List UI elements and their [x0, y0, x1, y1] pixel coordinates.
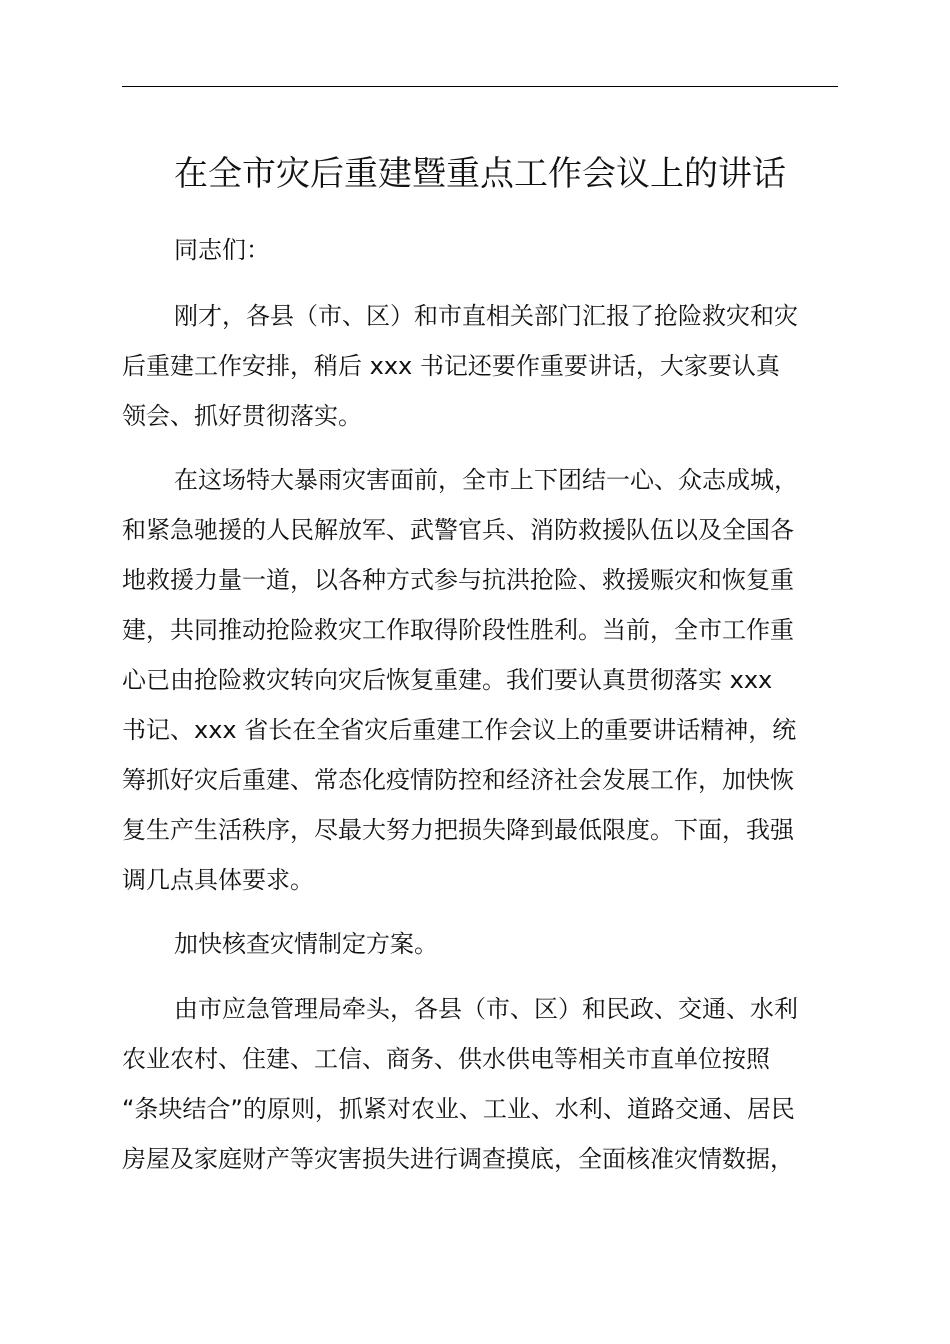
paragraph-4	[122, 984, 838, 1184]
section-heading: 加快核查灾情制定方案。	[174, 930, 438, 958]
paragraph-line: “条块结合”的原则，抓紧对农业、工业、水利、道路交通、居民	[122, 1095, 795, 1123]
paragraph-line: 领会、抓好贯彻落实。	[122, 402, 362, 430]
paragraph-line: 调几点具体要求。	[122, 866, 314, 894]
section-heading-block	[122, 919, 838, 969]
paragraph-line: 地救援力量一道，以各种方式参与抗洪抢险、救援赈灾和恢复重	[122, 566, 794, 594]
paragraph-line: 刚才，各县（市、区）和市直相关部门汇报了抢险救灾和灾	[174, 302, 798, 330]
header-rule	[122, 86, 838, 87]
salutation: 同志们：	[174, 236, 270, 264]
paragraph-line: 建，共同推动抢险救灾工作取得阶段性胜利。当前，全市工作重	[122, 616, 794, 644]
paragraph-line: 复生产生活秩序，尽最大努力把损失降到最低限度。下面，我强	[122, 816, 794, 844]
paragraph-line: 后重建工作安排，稍后 xxx 书记还要作重要讲话，大家要认真	[122, 352, 780, 380]
paragraph-line: 农业农村、住建、工信、商务、供水供电等相关市直单位按照	[122, 1045, 770, 1073]
paragraph-line: 筹抓好灾后重建、常态化疫情防控和经济社会发展工作，加快恢	[122, 766, 794, 794]
paragraph-line: 书记、xxx 省长在全省灾后重建工作会议上的重要讲话精神，统	[122, 716, 797, 744]
paragraph-line: 由市应急管理局牵头，各县（市、区）和民政、交通、水利	[174, 995, 798, 1023]
salutation-block	[122, 225, 838, 275]
paragraph-1	[122, 291, 838, 441]
document-title: 在全市灾后重建暨重点工作会议上的讲话	[174, 154, 786, 194]
paragraph-line: 心已由抢险救灾转向灾后恢复重建。我们要认真贯彻落实 xxx	[122, 666, 773, 694]
paragraph-line: 和紧急驰援的人民解放军、武警官兵、消防救援队伍以及全国各	[122, 516, 794, 544]
paragraph-line: 在这场特大暴雨灾害面前，全市上下团结一心、众志成城，	[174, 466, 798, 494]
paragraph-2	[122, 455, 838, 905]
paragraph-line: 房屋及家庭财产等灾害损失进行调查摸底，全面核准灾情数据，	[122, 1145, 794, 1173]
